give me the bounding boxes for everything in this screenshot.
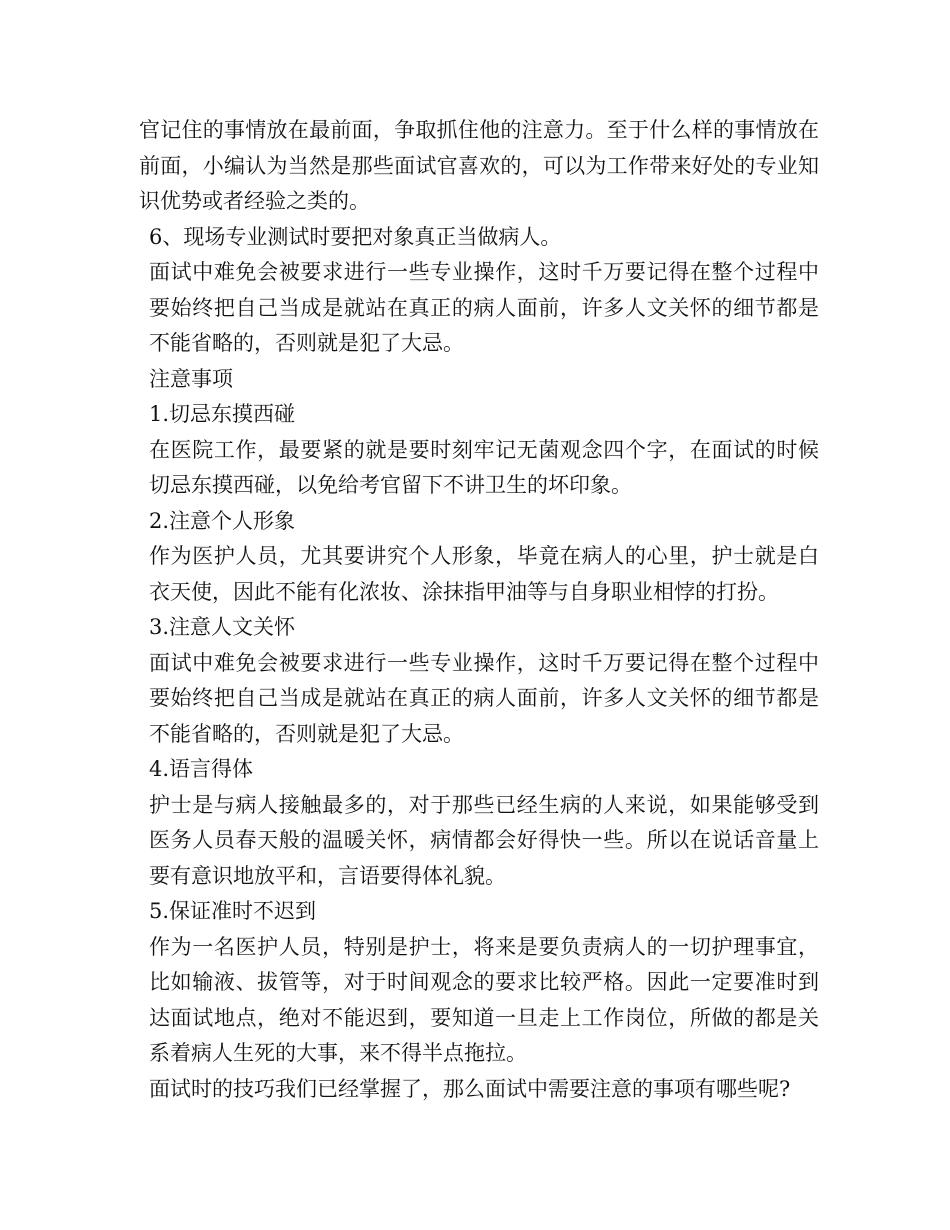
section-heading-6: 6、现场专业测试时要把对象真正当做病人。 — [149, 224, 562, 249]
paragraph-item-4: 护士是与病人接触最多的，对于那些已经生病的人来说，如果能够受到医务人员春天般的温暖关怀，病情都会好得快一些。所以在说话音量上要有意识地放平和，言语要得体礼貌。 — [149, 792, 819, 888]
heading-item-4: 4.语言得体 — [149, 757, 254, 781]
paragraph-item-3: 面试中难免会被要求进行一些专业操作，这时千万要记得在整个过程中要始终把自己当成是就站在真正的病人面前，许多人文关怀的细节都是不能省略的，否则就是犯了大忌。 — [149, 650, 819, 746]
paragraph-continuation: 官记住的事情放在最前面，争取抓住他的注意力。至于什么样的事情放在前面，小编认为当然是那些面试官喜欢的，可以为工作带来好处的专业知识优势或者经验之类的。 — [139, 118, 819, 213]
paragraph-professional-test: 面试中难免会被要求进行一些专业操作，这时千万要记得在整个过程中要始终把自己当成是就站在真正的病人面前，许多人文关怀的细节都是不能省略的，否则就是犯了大忌。 — [149, 260, 819, 355]
document-body — [139, 113, 819, 1107]
heading-item-2: 2.注意个人形象 — [149, 508, 296, 533]
paragraph-closing: 面试时的技巧我们已经掌握了，那么面试中需要注意的事项有哪些呢? — [149, 1076, 791, 1101]
heading-notes: 注意事项 — [149, 366, 233, 391]
paragraph-item-2: 作为医护人员，尤其要讲究个人形象，毕竟在病人的心里，护士就是白衣天使，因此不能有化浓妆、涂抹指甲油等与自身职业相悖的打扮。 — [149, 544, 819, 604]
paragraph-item-5: 作为一名医护人员，特别是护士，将来是要负责病人的一切护理事宜，比如输液、拔管等，对于时间观念的要求比较严格。因此一定要准时到达面试地点，绝对不能迟到，要知道一旦走上工作岗位，所做的都是关系着病人生死的大事，来不得半点拖拉。 — [149, 934, 819, 1065]
heading-item-3: 3.注意人文关怀 — [149, 615, 296, 639]
heading-item-5: 5.保证准时不迟到 — [149, 899, 317, 923]
heading-item-1: 1.切忌东摸西碰 — [149, 402, 296, 426]
paragraph-item-1: 在医院工作，最要紧的就是要时刻牢记无菌观念四个字，在面试的时候切忌东摸西碰，以免给考官留下不讲卫生的坏印象。 — [149, 437, 819, 497]
